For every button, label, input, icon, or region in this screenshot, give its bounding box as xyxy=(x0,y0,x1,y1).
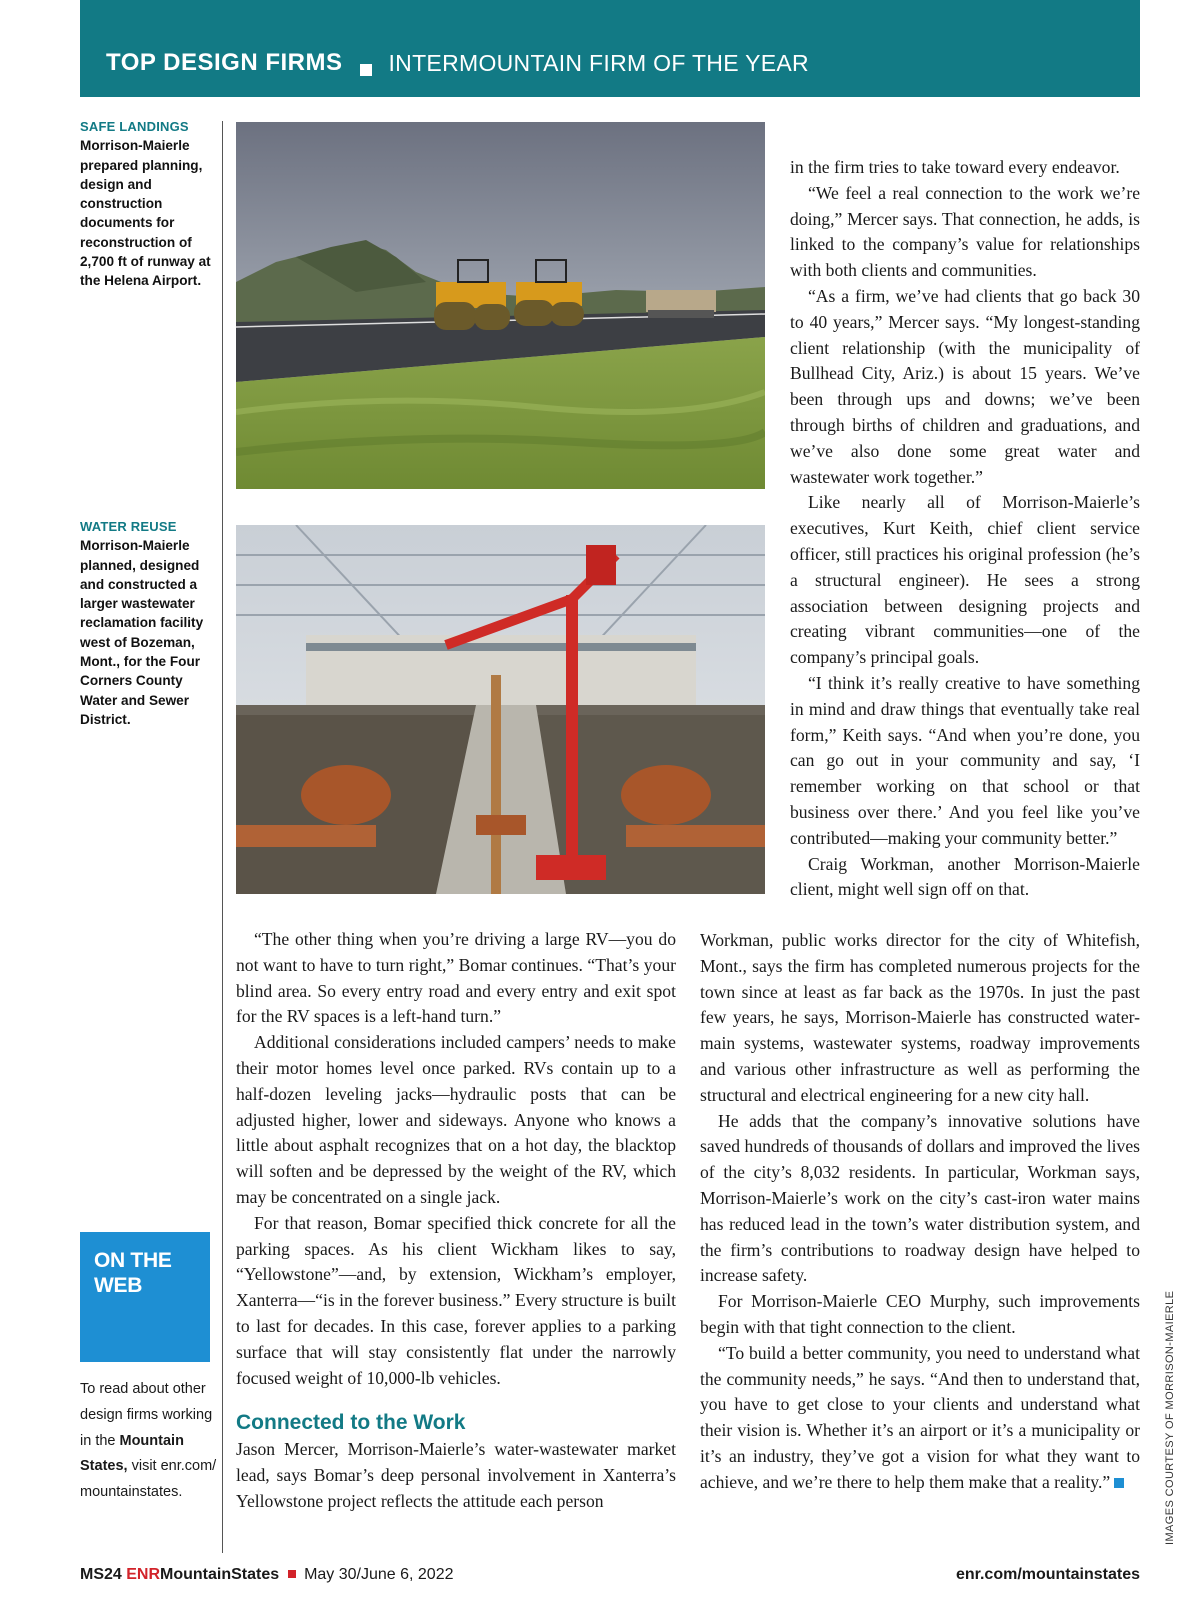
on-the-web-text-bold: Mountain States, xyxy=(80,1432,184,1475)
article-paragraph: Like nearly all of Morrison-Maierle’s executives, Kurt Keith, chief client service officer, still practices his original profession (he’s a structural engineer). He sees a strong association between designing projects and creating vibrant communities—one of the company’s principal goals. xyxy=(790,492,1140,668)
caption-heading: SAFE LANDINGS xyxy=(80,119,189,134)
section-subtitle: INTERMOUNTAIN FIRM OF THE YEAR xyxy=(388,50,809,76)
issue-date: May 30/June 6, 2022 xyxy=(304,1566,454,1583)
caption-text: Morrison-Maierle prepared planning, design and construction documents for reconstruction of 2,700 ft of runway at the Helena Airport. xyxy=(80,138,211,289)
article-paragraph: For Morrison-Maierle CEO Murphy, such improvements begin with that tight connection to the client. xyxy=(700,1291,1140,1337)
on-the-web-box xyxy=(80,1232,210,1362)
caption-water-reuse xyxy=(80,517,216,729)
footer-url[interactable]: enr.com/mountainstates xyxy=(955,1566,1140,1583)
on-the-web-text-part1: To read about other design firms working in the xyxy=(80,1381,213,1449)
footer-folio xyxy=(80,1566,454,1584)
article-right-column-top xyxy=(790,155,1140,903)
article-paragraph: “As a firm, we’ve had clients that go back 30 to 40 years,” Mercer says. “My longest-standing client relationship (with the municipality of Bullhead City, Ariz.) is about 15 years. We’ve been through ups and downs; we’ve been through births of children and graduations, and we’ve also done some great water and wastewater work together.” xyxy=(790,285,1140,487)
end-of-article-mark xyxy=(1114,1478,1124,1488)
article-paragraph-final xyxy=(700,1341,1140,1496)
section-title: TOP DESIGN FIRMS xyxy=(106,49,343,76)
article-paragraph-text: “To build a better community, you need to understand what the community needs,” he says. “And then to understand that, you have to get close to your clients and understand what their vision is. Whether it’s an airport or it’s a municipality or it’s an industry, they’ve got a vision for what they want to achieve, and we’re there to help them make that a reality.” xyxy=(700,1342,1140,1492)
brand-enr: ENR xyxy=(126,1566,161,1583)
banner-separator xyxy=(360,64,372,76)
article-paragraph: Workman, public works director for the city of Whitefish, Mont., says the firm has completed numerous projects for the town since at least as far back as the 1970s. In just the past few years, he says, Morrison-Maierle has constructed water-main systems, wastewater systems, roadway improvements and various other infrastructure as well as performing the structural and electrical engineering for a new city hall. xyxy=(700,930,1140,1105)
photo-credit: IMAGES COURTESY OF MORRISON-MAIERLE xyxy=(1164,1290,1176,1545)
runway-photo-image xyxy=(236,122,765,489)
article-paragraph: Additional considerations included campers’ needs to make their motor homes level once parked. RVs contain up to a half-dozen leveling jacks—hydraulic posts that can be adjusted higher, lower and sideways. Anyone who knows a little about asphalt recognizes that on a hot day, the blacktop will soften and be depressed by the weight of the RV, which may be concentrated on a single jack. xyxy=(236,1032,676,1207)
article-paragraph: Jason Mercer, Morrison-Maierle’s water-wastewater market lead, says Bomar’s deep personal involvement in Xanterra’s Yellowstone project reflects the attitude each person xyxy=(236,1439,676,1511)
brand-mountainstates: MountainStates xyxy=(160,1566,280,1583)
caption-heading: WATER REUSE xyxy=(80,519,177,534)
article-paragraph: “We feel a real connection to the work we’re doing,” Mercer says. That connection, he adds, is linked to the company’s value for relationships with both clients and communities. xyxy=(790,182,1140,281)
footer-separator xyxy=(288,1570,296,1578)
on-the-web-text xyxy=(80,1377,220,1506)
article-right-column-bottom xyxy=(700,928,1140,1496)
column-divider xyxy=(222,121,223,1553)
page-number: MS24 xyxy=(80,1566,122,1583)
section-banner xyxy=(80,0,1140,97)
article-paragraph: Craig Workman, another Morrison-Maierle client, might well sign off on that. xyxy=(790,853,1140,900)
caption-text: Morrison-Maierle planned, designed and constructed a larger wastewater reclamation facility west of Bozeman, Mont., for the Four Corners County Water and Sewer District. xyxy=(80,538,204,727)
article-paragraph: He adds that the company’s innovative solutions have saved hundreds of thousands of dollars and improved the lives of the city’s 8,032 residents. In particular, Workman says, Morrison-Maierle’s work on the city’s cast-iron water mains has reduced lead in the town’s water distribution system, and the firm’s contributions to roadway design have helped to increase safety. xyxy=(700,1110,1140,1286)
article-paragraph: “The other thing when you’re driving a large RV—you do not want to have to turn right,” Bomar continues. “That’s your blind area. So every entry road and every entry and exit spot for the RV spaces is a left-hand turn.” xyxy=(236,929,676,1027)
subheading-connected-to-the-work: Connected to the Work xyxy=(236,1411,466,1435)
wastewater-facility-photo xyxy=(236,525,765,894)
caption-safe-landings xyxy=(80,117,216,291)
article-paragraph: “I think it’s really creative to have something in mind and draw things that eventually take real form,” Keith says. “And when you’re done, you can go out in your community and say, ‘I remember working on that school or that business over there.’ And you feel like you’ve contributed—making your community better.” xyxy=(790,672,1140,848)
article-middle-column xyxy=(236,927,676,1515)
on-the-web-title-line2: WEB xyxy=(94,1274,143,1297)
article-paragraph: in the firm tries to take toward every endeavor. xyxy=(790,157,1120,177)
article-paragraph: For that reason, Bomar specified thick concrete for all the parking spaces. As his client Wickham likes to say, “Yellowstone”—and, by extension, Wickham’s employer, Xanterra—“is in the forever business.” Every structure is built to last for decades. In this case, forever applies to a parking surface that will stay consistently flat under the narrowly focused weight of 10,000-lb vehicles. xyxy=(236,1212,676,1388)
runway-photo xyxy=(236,122,765,489)
on-the-web-title-line1: ON THE xyxy=(94,1249,172,1272)
on-the-web-link-text[interactable]: visit enr.com/ mountainstates. xyxy=(80,1458,217,1501)
wastewater-facility-image xyxy=(236,525,765,894)
